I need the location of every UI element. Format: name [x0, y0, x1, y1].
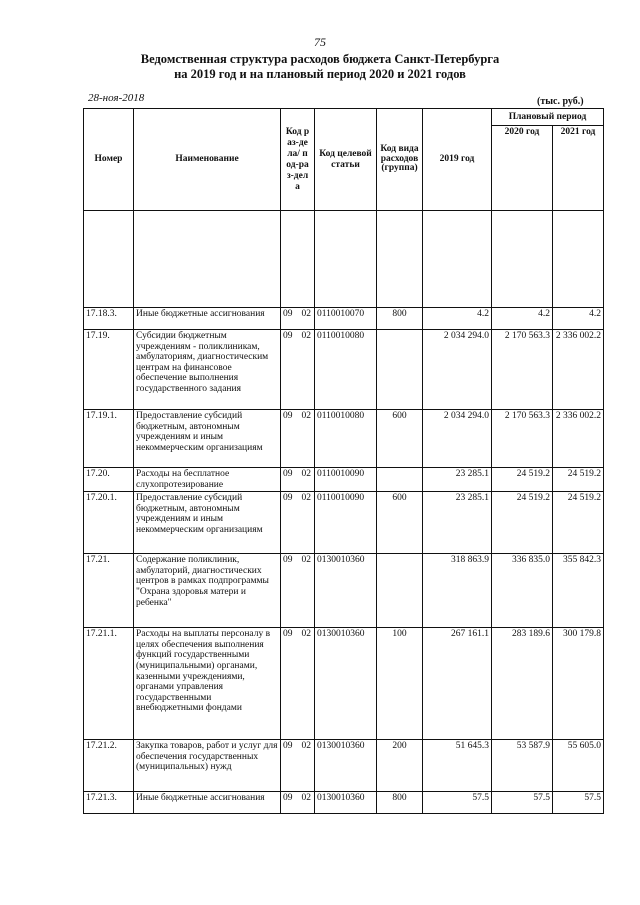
row-section-code-part: 09 [283, 331, 293, 341]
row-name: Закупка товаров, работ и услуг для обеспечения государственных (муниципальных) нужд [134, 740, 281, 792]
row-amount-2020: 4.2 [492, 308, 553, 330]
row-amount-2021: 24 519.2 [553, 468, 604, 492]
row-target-code: 0130010360 [315, 792, 377, 814]
row-number: 17.19.1. [84, 410, 134, 468]
row-name: Содержание поликлиник, амбулаторий, диагностических центров в рамках подпрограммы "Охрана здоровья матери и ребенка" [134, 554, 281, 628]
row-target-code: 0130010360 [315, 740, 377, 792]
row-name: Предоставление субсидий бюджетным, автономным учреждениям и иным некоммерческим организациям [134, 410, 281, 468]
row-section-code-part: 09 [283, 493, 293, 504]
row-name: Субсидии бюджетным учреждениям - поликлиникам, амбулаториям, диагностическим центрам на финансовое обеспечение выполнения государственного задания [134, 330, 281, 410]
row-number: 17.21.3. [84, 792, 134, 814]
row-section-code [281, 492, 315, 554]
row-section-code [281, 308, 315, 330]
row-amount-2020: 24 519.2 [492, 468, 553, 492]
row-number: 17.20. [84, 468, 134, 492]
header-expense-code: Код вида расходов (группа) [377, 109, 423, 211]
table-row [84, 554, 604, 628]
row-amount-2019: 57.5 [423, 792, 492, 814]
row-section-code-part: 09 [283, 629, 293, 640]
row-name: Расходы на выплаты персоналу в целях обеспечения выполнения функций государственными (муниципальными) органами, казенными учреждениями, органами управления государственными внебюджетными фондами [134, 628, 281, 740]
header-name: Наименование [134, 109, 281, 211]
row-amount-2019: 51 645.3 [423, 740, 492, 792]
table-row [84, 628, 604, 740]
row-target-code: 0110010070 [315, 308, 377, 330]
row-name: Расходы на бесплатное слухопротезирование [134, 468, 281, 492]
row-expense-code [377, 468, 423, 492]
row-target-code: 0130010360 [315, 554, 377, 628]
row-expense-code: 800 [377, 308, 423, 330]
row-amount-2019: 267 161.1 [423, 628, 492, 740]
title-line-1: Ведомственная структура расходов бюджета Санкт-Петербурга [140, 52, 500, 66]
row-name: Предоставление субсидий бюджетным, автономным учреждениям и иным некоммерческим организациям [134, 492, 281, 554]
row-amount-2019: 318 863.9 [423, 554, 492, 628]
row-section-code-part: 09 [283, 793, 293, 804]
row-amount-2021: 2 336 002.2 [553, 330, 604, 410]
row-section-code [281, 740, 315, 792]
row-expense-code [377, 554, 423, 628]
row-target-code: 0110010090 [315, 468, 377, 492]
header-section-code [281, 109, 315, 211]
header-2020: 2020 год [492, 126, 553, 211]
row-amount-2020: 283 189.6 [492, 628, 553, 740]
row-amount-2021: 355 842.3 [553, 554, 604, 628]
row-amount-2019: 4.2 [423, 308, 492, 330]
row-amount-2020: 336 835.0 [492, 554, 553, 628]
row-subsection-code-part: 02 [301, 309, 311, 319]
header-spacer-row [84, 211, 604, 308]
row-subsection-code-part: 02 [301, 493, 311, 504]
row-section-code-part: 09 [283, 411, 293, 421]
row-amount-2021: 24 519.2 [553, 492, 604, 554]
row-amount-2021: 2 336 002.2 [553, 410, 604, 468]
row-expense-code: 600 [377, 492, 423, 554]
row-section-code-part: 09 [283, 469, 293, 479]
table-row [84, 792, 604, 814]
header-target-code: Код целевой статьи [315, 109, 377, 211]
row-amount-2020: 2 170 563.3 [492, 410, 553, 468]
budget-table [83, 108, 604, 814]
page-number: 75 [314, 35, 326, 49]
row-expense-code [377, 330, 423, 410]
row-section-code [281, 792, 315, 814]
row-name: Иные бюджетные ассигнования [134, 792, 281, 814]
row-name: Иные бюджетные ассигнования [134, 308, 281, 330]
row-section-code [281, 410, 315, 468]
row-amount-2020: 57.5 [492, 792, 553, 814]
row-number: 17.20.1. [84, 492, 134, 554]
header-section-text: Код раз-дела/ под-раз-дела [285, 126, 310, 192]
header-number: Номер [84, 109, 134, 211]
header-2019: 2019 год [423, 109, 492, 211]
row-expense-code: 600 [377, 410, 423, 468]
row-number: 17.21. [84, 554, 134, 628]
row-number: 17.19. [84, 330, 134, 410]
table-row [84, 330, 604, 410]
row-section-code [281, 330, 315, 410]
row-target-code: 0110010080 [315, 410, 377, 468]
row-expense-code: 200 [377, 740, 423, 792]
header-plan-period: Плановый период [492, 109, 604, 126]
row-section-code-part: 09 [283, 555, 293, 566]
row-amount-2021: 300 179.8 [553, 628, 604, 740]
row-target-code: 0110010090 [315, 492, 377, 554]
row-subsection-code-part: 02 [301, 793, 311, 804]
table-row [84, 468, 604, 492]
row-expense-code: 100 [377, 628, 423, 740]
row-target-code: 0110010080 [315, 330, 377, 410]
row-target-code: 0130010360 [315, 628, 377, 740]
row-section-code [281, 554, 315, 628]
row-subsection-code-part: 02 [301, 555, 311, 566]
row-amount-2019: 23 285.1 [423, 468, 492, 492]
row-number: 17.21.1. [84, 628, 134, 740]
document-date: 28-ноя-2018 [88, 92, 145, 104]
row-subsection-code-part: 02 [301, 411, 311, 421]
row-number: 17.21.2. [84, 740, 134, 792]
row-subsection-code-part: 02 [301, 331, 311, 341]
row-subsection-code-part: 02 [301, 741, 311, 752]
table-row [84, 308, 604, 330]
row-section-code-part: 09 [283, 309, 293, 319]
row-amount-2021: 55 605.0 [553, 740, 604, 792]
row-expense-code: 800 [377, 792, 423, 814]
row-amount-2021: 57.5 [553, 792, 604, 814]
table-row [84, 410, 604, 468]
row-amount-2020: 24 519.2 [492, 492, 553, 554]
title-line-2: на 2019 год и на плановый период 2020 и 2021 годов [174, 67, 466, 81]
header-2021: 2021 год [553, 126, 604, 211]
row-subsection-code-part: 02 [301, 469, 311, 479]
document-title [0, 52, 640, 82]
row-number: 17.18.3. [84, 308, 134, 330]
units-label: (тыс. руб.) [537, 96, 584, 107]
row-amount-2019: 2 034 294.0 [423, 330, 492, 410]
table-row [84, 492, 604, 554]
row-subsection-code-part: 02 [301, 629, 311, 640]
table-row [84, 740, 604, 792]
row-amount-2019: 23 285.1 [423, 492, 492, 554]
row-amount-2021: 4.2 [553, 308, 604, 330]
row-section-code [281, 628, 315, 740]
row-section-code [281, 468, 315, 492]
row-amount-2019: 2 034 294.0 [423, 410, 492, 468]
row-section-code-part: 09 [283, 741, 293, 752]
row-amount-2020: 2 170 563.3 [492, 330, 553, 410]
row-amount-2020: 53 587.9 [492, 740, 553, 792]
